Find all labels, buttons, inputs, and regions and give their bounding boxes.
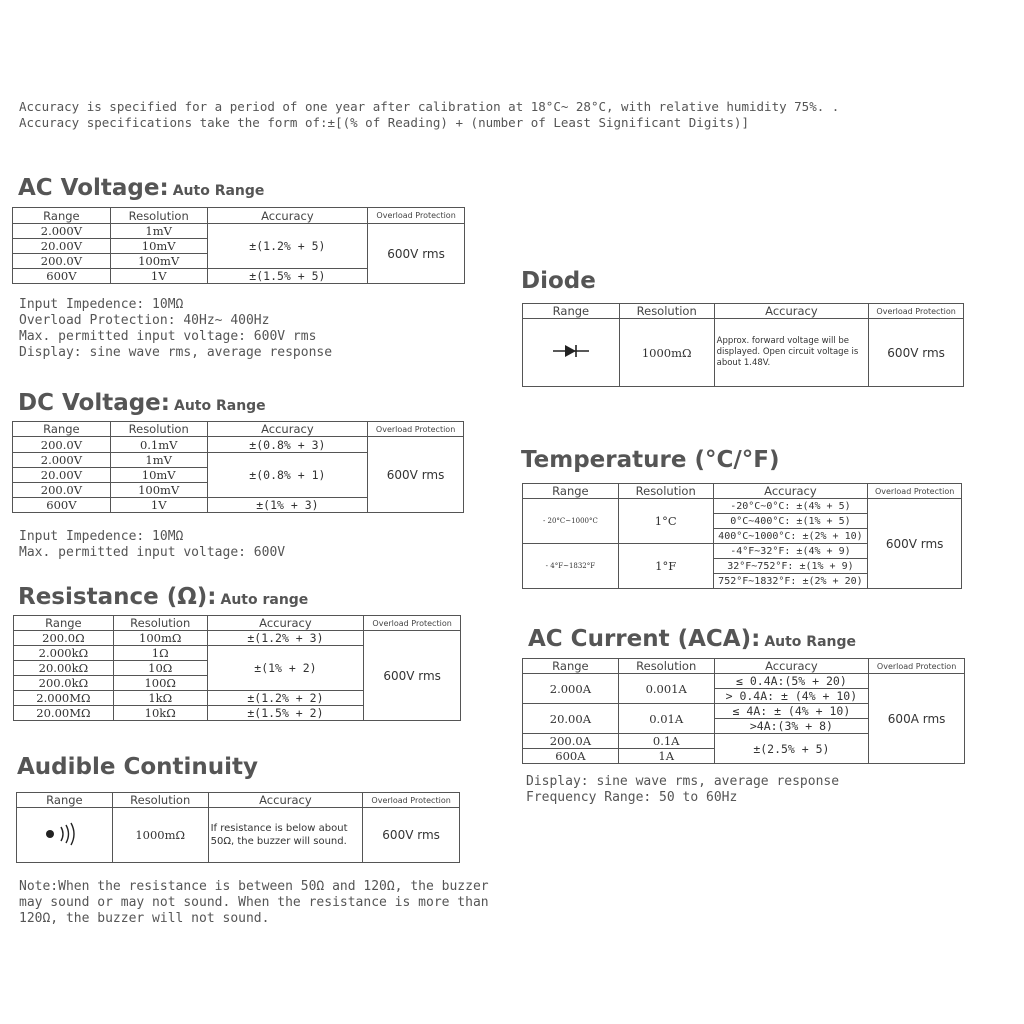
table-cell-accuracy: ±(2.5% + 5): [714, 734, 869, 764]
note-line: Frequency Range: 50 to 60Hz: [526, 790, 738, 805]
table-cell-range: 2.000MΩ: [14, 691, 114, 706]
header-resolution: Resolution: [112, 793, 208, 808]
table-cell-accuracy: ±(1% + 3): [207, 498, 368, 513]
table-cell-resolution: 10Ω: [113, 661, 207, 676]
header-accuracy: Accuracy: [714, 304, 869, 319]
table-cell-accuracy: 752°F~1832°F: ±(2% + 20): [713, 574, 868, 589]
ac-voltage-title: [18, 175, 264, 201]
header-overload: Overload Protection: [364, 616, 461, 631]
table-cell-resolution: 1kΩ: [113, 691, 207, 706]
header-resolution: Resolution: [618, 484, 713, 499]
ac-current-notes: [526, 774, 839, 806]
table-cell-range: 2.000V: [13, 453, 111, 468]
table-cell-resolution: 10kΩ: [113, 706, 207, 721]
header-resolution: Resolution: [110, 208, 207, 224]
header-range: Range: [14, 616, 114, 631]
table-cell-range: 600A: [523, 749, 619, 764]
table-cell-accuracy: -20°C~0°C: ±(4% + 5): [713, 499, 868, 514]
table-cell-overload: 600V rms: [363, 808, 460, 863]
table-cell-accuracy: 400°C~1000°C: ±(2% + 10): [713, 529, 868, 544]
diode-range-cell: [523, 319, 620, 387]
continuity-title-main: Audible Continuity: [17, 754, 259, 780]
header-accuracy: Accuracy: [713, 484, 868, 499]
table-cell-resolution: 1°C: [618, 499, 713, 544]
temperature-table: [522, 483, 962, 589]
table-cell-accuracy: ±(0.8% + 1): [207, 453, 368, 498]
table-cell-range: 200.0V: [13, 437, 111, 453]
table-cell-resolution: 0.1A: [618, 734, 714, 749]
header-overload: Overload Protection: [868, 484, 962, 499]
ac-current-title-sub: Auto Range: [764, 634, 857, 650]
diode-icon: [551, 343, 591, 359]
header-resolution: Resolution: [110, 422, 207, 437]
resistance-title-main: Resistance (Ω):: [18, 584, 217, 610]
header-overload: Overload Protection: [368, 208, 465, 224]
header-resolution: Resolution: [619, 304, 714, 319]
table-cell-accuracy: ±(1.5% + 5): [207, 269, 368, 284]
temperature-title: [521, 447, 779, 473]
header-accuracy: Accuracy: [207, 422, 368, 437]
table-cell-range: 20.00V: [13, 468, 111, 483]
table-cell-overload: 600V rms: [868, 499, 962, 589]
table-cell-range: 200.0V: [13, 254, 111, 269]
header-accuracy: Accuracy: [208, 793, 363, 808]
continuity-range-cell: [17, 808, 113, 863]
table-cell-accuracy: 0°C~400°C: ±(1% + 5): [713, 514, 868, 529]
table-cell-resolution: 10mV: [110, 468, 207, 483]
table-cell-accuracy: If resistance is below about 50Ω, the buzzer will sound.: [208, 808, 363, 863]
header-overload: Overload Protection: [869, 304, 964, 319]
intro-line-2: Accuracy specifications take the form of:±[(% of Reading) + (number of Least Significant Digits)]: [19, 115, 749, 130]
table-cell-range: 20.00V: [13, 239, 111, 254]
table-cell-range: 600V: [13, 269, 111, 284]
table-cell-resolution: 100mV: [110, 254, 207, 269]
header-range: Range: [523, 304, 620, 319]
table-cell-overload: 600V rms: [368, 437, 464, 513]
header-range: Range: [523, 484, 619, 499]
table-cell-resolution: 100Ω: [113, 676, 207, 691]
diode-title: [521, 268, 596, 294]
table-cell-accuracy: 32°F~752°F: ±(1% + 9): [713, 559, 868, 574]
table-cell-range: 20.00MΩ: [14, 706, 114, 721]
buzzer-icon: [44, 822, 84, 846]
table-cell-range: 200.0V: [13, 483, 111, 498]
header-range: Range: [17, 793, 113, 808]
table-cell-resolution: 1V: [110, 498, 207, 513]
table-cell-resolution: 0.001A: [618, 674, 714, 704]
note-line: 120Ω, the buzzer will not sound.: [19, 911, 270, 926]
table-cell-accuracy: ±(1.2% + 5): [207, 224, 368, 269]
header-range: Range: [523, 659, 619, 674]
note-line: Overload Protection: 40Hz~ 400Hz: [19, 313, 270, 328]
resistance-title: [18, 584, 308, 610]
dc-voltage-title: [18, 390, 266, 416]
table-cell-accuracy: Approx. forward voltage will be displayed. Open circuit voltage is about 1.48V.: [714, 319, 869, 387]
table-cell-range: 2.000V: [13, 224, 111, 239]
ac-current-title-main: AC Current (ACA):: [528, 626, 761, 652]
ac-current-title: [528, 626, 856, 652]
header-overload: Overload Protection: [363, 793, 460, 808]
table-cell-resolution: 0.01A: [618, 704, 714, 734]
table-cell-range: - 4°F~1832°F: [523, 544, 619, 589]
table-cell-resolution: 0.1mV: [110, 437, 207, 453]
table-cell-accuracy: ±(1% + 2): [207, 646, 364, 691]
ac-voltage-table: [12, 207, 465, 284]
temperature-title-main: Temperature (°C/°F): [521, 447, 780, 473]
header-accuracy: Accuracy: [714, 659, 869, 674]
header-resolution: Resolution: [618, 659, 714, 674]
table-cell-resolution: 1V: [110, 269, 207, 284]
continuity-table: [16, 792, 460, 863]
note-line: Display: sine wave rms, average response: [526, 774, 840, 789]
table-cell-range: 200.0kΩ: [14, 676, 114, 691]
header-resolution: Resolution: [113, 616, 207, 631]
dc-voltage-title-sub: Auto Range: [173, 398, 266, 414]
table-cell-overload: 600V rms: [364, 631, 461, 721]
diode-title-main: Diode: [521, 268, 596, 294]
table-cell-accuracy: ≤ 0.4A:(5% + 20): [714, 674, 869, 689]
ac-current-table: [522, 658, 965, 764]
diode-table: [522, 303, 964, 387]
table-cell-resolution: 1000mΩ: [619, 319, 714, 387]
note-line: may sound or may not sound. When the resistance is more than: [19, 895, 489, 910]
dc-voltage-title-main: DC Voltage:: [18, 390, 170, 416]
resistance-table: [13, 615, 461, 721]
table-cell-accuracy: ±(1.2% + 2): [207, 691, 364, 706]
table-cell-range: - 20°C~1000°C: [523, 499, 619, 544]
note-line: Input Impedence: 10MΩ: [19, 297, 184, 312]
table-cell-range: 2.000kΩ: [14, 646, 114, 661]
table-cell-accuracy: > 0.4A: ± (4% + 10): [714, 689, 869, 704]
note-line: Note:When the resistance is between 50Ω and 120Ω, the buzzer: [19, 879, 489, 894]
table-cell-resolution: 1A: [618, 749, 714, 764]
header-overload: Overload Protection: [368, 422, 464, 437]
note-line: Display: sine wave rms, average response: [19, 345, 333, 360]
resistance-title-sub: Auto range: [220, 592, 309, 608]
intro-line-1: Accuracy is specified for a period of one year after calibration at 18°C~ 28°C, with relative humidity 75%. .: [19, 99, 840, 114]
dc-voltage-table: [12, 421, 464, 513]
intro-text: [19, 99, 839, 131]
continuity-title: [17, 754, 258, 780]
table-cell-range: 2.000A: [523, 674, 619, 704]
header-range: Range: [13, 208, 111, 224]
table-cell-resolution: 1mV: [110, 453, 207, 468]
table-cell-overload: 600V rms: [869, 319, 964, 387]
table-cell-accuracy: ≤ 4A: ± (4% + 10): [714, 704, 869, 719]
table-cell-resolution: 10mV: [110, 239, 207, 254]
table-cell-range: 600V: [13, 498, 111, 513]
header-overload: Overload Protection: [869, 659, 965, 674]
table-cell-range: 200.0A: [523, 734, 619, 749]
table-cell-range: 200.0Ω: [14, 631, 114, 646]
table-cell-range: 20.00A: [523, 704, 619, 734]
ac-voltage-title-sub: Auto Range: [172, 183, 265, 199]
note-line: Max. permitted input voltage: 600V: [19, 545, 286, 560]
table-cell-resolution: 1mV: [110, 224, 207, 239]
table-cell-overload: 600V rms: [368, 224, 465, 284]
table-cell-overload: 600A rms: [869, 674, 965, 764]
note-line: Max. permitted input voltage: 600V rms: [19, 329, 317, 344]
note-line: Input Impedence: 10MΩ: [19, 529, 184, 544]
table-cell-accuracy: ±(1.2% + 3): [207, 631, 364, 646]
table-cell-accuracy: ±(0.8% + 3): [207, 437, 368, 453]
table-cell-resolution: 1Ω: [113, 646, 207, 661]
ac-voltage-title-main: AC Voltage:: [18, 175, 169, 201]
table-cell-resolution: 100mV: [110, 483, 207, 498]
table-cell-accuracy: ±(1.5% + 2): [207, 706, 364, 721]
table-cell-accuracy: >4A:(3% + 8): [714, 719, 869, 734]
ac-voltage-notes: [19, 297, 332, 361]
header-accuracy: Accuracy: [207, 208, 368, 224]
table-cell-resolution: 1°F: [618, 544, 713, 589]
header-accuracy: Accuracy: [207, 616, 364, 631]
continuity-notes: [19, 879, 489, 927]
table-cell-resolution: 100mΩ: [113, 631, 207, 646]
table-cell-range: 20.00kΩ: [14, 661, 114, 676]
table-cell-accuracy: -4°F~32°F: ±(4% + 9): [713, 544, 868, 559]
dc-voltage-notes: [19, 529, 285, 561]
header-range: Range: [13, 422, 111, 437]
table-cell-resolution: 1000mΩ: [112, 808, 208, 863]
